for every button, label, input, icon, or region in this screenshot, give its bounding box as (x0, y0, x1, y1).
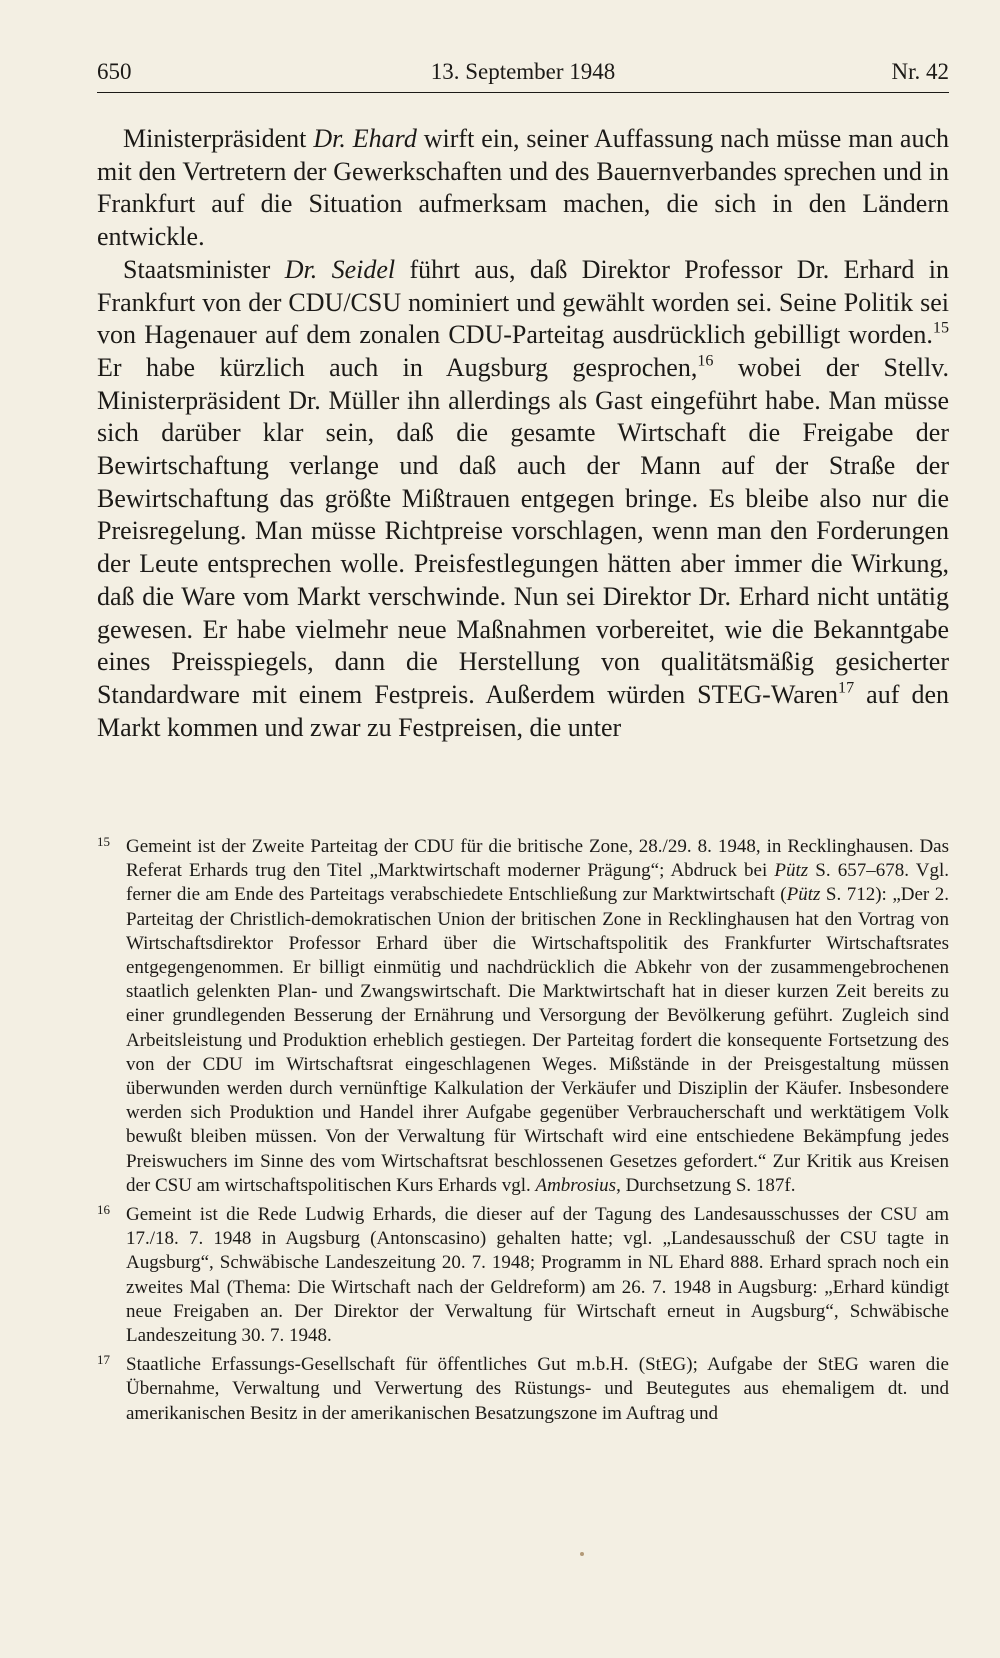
footnote-reference[interactable]: 15 (932, 319, 949, 337)
page-number: 650 (97, 59, 132, 84)
author-citation: Ambrosius (535, 1174, 617, 1196)
footnote-number: 16 (97, 1202, 110, 1218)
footnote-number: 17 (97, 1352, 110, 1368)
text-run: Staatliche Erfassungs-Gesellschaft für öffentliches Gut m.b.H. (StEG); Aufgabe der StEG waren die Übernahme, Verwaltung und Verwertung des Rüstungs- und Beutegutes aus ehemaligem dt. und amerikanischen Besitz in der amerikanischen Besatzungszone im Auftrag und (126, 1354, 949, 1424)
text-run: auf den Markt kommen und zwar zu Festpreisen, die unter (97, 679, 949, 742)
author-citation: Pütz (786, 884, 821, 906)
footnote-reference[interactable]: 16 (697, 352, 714, 370)
text-run: Ministerpräsident (123, 124, 314, 153)
paragraph-ehard (97, 123, 949, 254)
text-run: wirft ein, seiner Auffassung nach müsse man auch mit den Vertretern der Gewerkschaften und des Bauernverbandes sprechen und in Frankfurt auf die Situation aufmerksam machen, die sich in den Ländern entwickle. (97, 124, 949, 252)
text-run: führt aus, daß Direktor Professor Dr. Erhard in Frankfurt von der CDU/CSU nominiert und gewählt worden sei. Seine Politik sei von Hagenauer auf dem zonalen CDU-Parteitag ausdrücklich gebilligt worden. (97, 254, 949, 350)
document-number: Nr. 42 (891, 59, 949, 84)
header-rule (97, 92, 949, 93)
speaker-name: Dr. Seidel (284, 254, 396, 284)
text-run: S. 657–678. Vgl. ferner die am Ende des Parteitags verabschiedete Entschließung zur Marktwirtschaft ( (126, 860, 949, 906)
header-date: 13. September 1948 (430, 59, 616, 84)
author-citation: Pütz (774, 860, 809, 882)
running-header (97, 56, 949, 88)
text-run: , Durchsetzung S. 187f. (616, 1174, 796, 1196)
paper-speck (580, 1552, 584, 1556)
footnote-17 (97, 1353, 949, 1426)
speaker-name: Dr. Ehard (313, 124, 417, 153)
footnote-reference[interactable]: 17 (838, 679, 855, 697)
text-run: Staatsminister (123, 254, 285, 284)
footnote-15 (97, 835, 949, 1198)
footnotes (97, 835, 949, 1431)
paragraph-seidel (97, 254, 949, 745)
footnote-number: 15 (97, 834, 110, 849)
text-run: S. 712): „Der 2. Parteitag der Christlich-demokratischen Union der britischen Zone in Recklinghausen hat den Vortrag von Wirtschaftsdirektor Professor Erhard über die Wirtschaftspolitik des Frankfurter Wirtschaftsrates entgegengenommen. Er billigt einmütig und nachdrücklich die Abkehr von der zusammengebrochenen staatlich gelenkten Plan- und Zwangswirtschaft. Die Marktwirtschaft hat in dieser kurzen Zeit bereits zu einer grundlegenden Besserung der Ernährung und Versorgung der Bevölkerung geführt. Zugleich sind Arbeitsleistung und Produktion erheblich gestiegen. Der Parteitag fordert die konsequente Fortsetzung des von der CDU im Wirtschaftsrat eingeschlagenen Weges. Mißstände in der Preisgestaltung müssen überwunden werden durch vernünftige Kalkulation der Verkäufer und Disziplin der Käufer. Insbesondere werden sich Produktion und Handel ihrer Aufgabe gegenüber Verbraucherschaft und werktätigem Volk bewußt bleiben müssen. Von der Verwaltung für Wirtschaft wird eine entschiedene Bekämpfung jedes Preiswuchers im Sinne des vom Wirtschaftsrat beschlossenen Gesetzes gefordert.“ Zur Kritik aus Kreisen der CSU am wirtschaftspolitischen Kurs Erhards vgl. (126, 884, 949, 1196)
text-run: Gemeint ist die Rede Ludwig Erhards, die dieser auf der Tagung des Landesausschusses der CSU am 17./18. 7. 1948 in Augsburg (Antonscasino) gehalten hatte; vgl. „Landesausschuß der CSU tagte in Augsburg“, Schwäbische Landeszeitung 20. 7. 1948; Programm in NL Ehard 888. Erhard sprach noch ein zweites Mal (Thema: Die Wirtschaft nach der Geldreform) am 26. 7. 1948 in Augsburg: „Erhard kündigt neue Freigaben an. Der Direktor der Verwaltung für Wirtschaft erneut in Augsburg“, Schwäbische Landeszeitung 30. 7. 1948. (126, 1204, 949, 1347)
text-run: Gemeint ist der Zweite Parteitag der CDU für die britische Zone, 28./29. 8. 1948, in Recklinghausen. Das Referat Erhards trug den Titel „Marktwirtschaft moderner Prägung“; Abdruck bei (126, 836, 949, 882)
text-run: wobei der Stellv. Ministerpräsident Dr. Müller ihn allerdings als Gast eingeführt habe. Man müsse sich darüber klar sein, daß die gesamte Wirtschaft die Freigabe der Bewirtschaftung verlange und daß auch der Mann auf der Straße der Bewirtschaftung das größte Mißtrauen entgegen bringe. Es bleibe also nur die Preisregelung. Man müsse Richtpreise vorschlagen, wenn man den Forderungen der Leute entsprechen wolle. Preisfestlegungen hätten aber immer die Wirkung, daß die Ware vom Markt verschwinde. Nun sei Direktor Dr. Erhard nicht untätig gewesen. Er habe vielmehr neue Maßnahmen vorbereitet, wie die Bekanntgabe eines Preisspiegels, dann die Herstellung von qualitätsmäßig gesicherter Standardware mit einem Festpreis. Außerdem würden STEG-Waren (97, 352, 949, 709)
footnote-16 (97, 1203, 949, 1348)
text-run: Er habe kürzlich auch in Augsburg gesprochen, (97, 352, 698, 382)
main-text (97, 123, 949, 744)
